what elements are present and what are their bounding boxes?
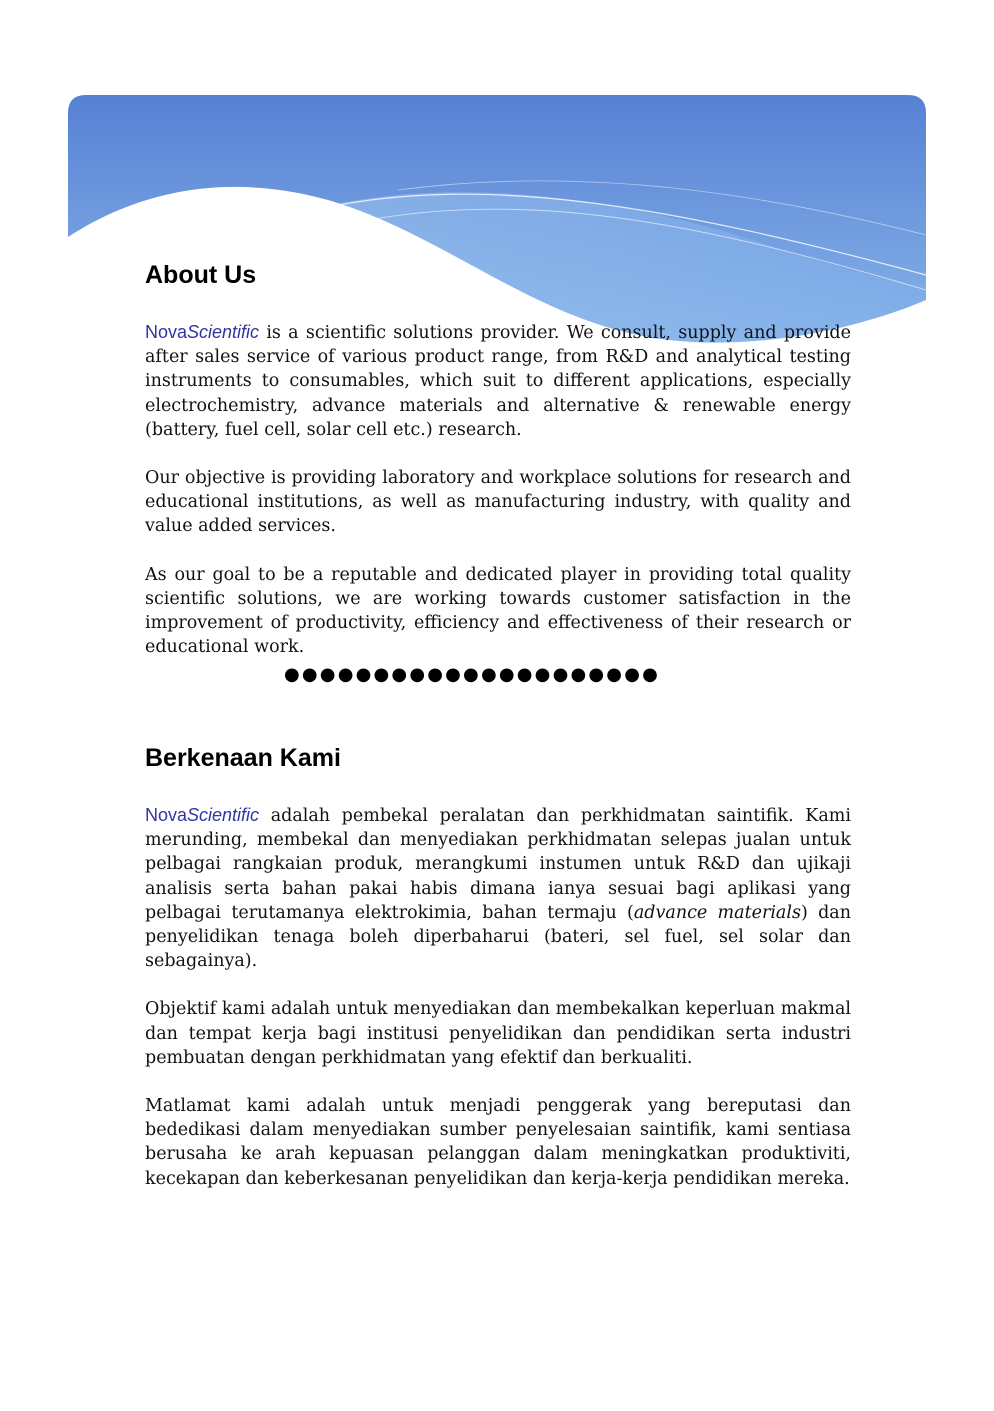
- brand-prefix: Nova: [145, 322, 188, 342]
- berkenaan-paragraph-2: Objektif kami adalah untuk menyediakan dan membekalkan keperluan makmal dan tempat kerja bagi institusi penyelidikan dan pendidikan serta industri pembuatan dengan perkhidmatan yang efektif dan berkualiti.: [145, 999, 851, 1068]
- about-paragraph-2: Our objective is providing laboratory and workplace solutions for research and educational institutions, as well as manufacturing industry, with quality and value added services.: [145, 468, 851, 537]
- brand-italic: Scientific: [187, 322, 260, 342]
- brand-prefix: Nova: [145, 805, 188, 825]
- berkenaan-paragraph-3: Matlamat kami adalah untuk menjadi penggerak yang bereputasi dan bededikasi dalam menyediakan sumber penyelesaian saintifik, kami sentiasa berusaha ke arah kepuasan pelanggan dalam meningkatkan produktiviti, kecekapan dan keberkesanan penyelidikan dan kerja-kerja pendidikan mereka.: [145, 1096, 851, 1189]
- berkenaan-paragraph-1-text-a: adalah pembekal peralatan dan perkhidmatan saintifik. Kami merunding, membekal dan menyediakan perkhidmatan selepas jualan untuk pelbagai rangkaian produk, merangkumi instumen untuk R&D dan ujikaji analisis serta bahan pakai habis dimana ianya sesuai bagi aplikasi yang pelbagai terutamanya elektrokimia, bahan termaju (: [145, 806, 851, 923]
- brand-italic: Scientific: [187, 805, 260, 825]
- berkenaan-paragraph-1: [145, 803, 851, 973]
- berkenaan-kami-section: [145, 739, 851, 1215]
- berkenaan-kami-heading: Berkenaan Kami: [145, 744, 341, 772]
- about-us-heading: About Us: [145, 261, 257, 289]
- about-paragraph-1-text: is a scientific solutions provider. We consult, supply and provide after sales service of various product range, from R&D and analytical testing instruments to consumables, which suit to different applications, especially electrochemistry, advance materials and alternative & renewable energy (battery, fuel cell, solar cell etc.) research.: [145, 323, 851, 440]
- dotted-divider: ●●●●●●●●●●●●●●●●●●●●●: [284, 664, 661, 685]
- about-paragraph-1: [145, 320, 851, 442]
- brand-name: [145, 805, 259, 825]
- brand-name: [145, 322, 259, 342]
- about-paragraph-3: As our goal to be a reputable and dedicated player in providing total quality scientific solutions, we are working towards customer satisfaction in the improvement of productivity, efficiency and effectiveness of their research or educational work.: [145, 564, 851, 658]
- berkenaan-paragraph-1-text-b: ) dan penyelidikan tenaga boleh diperbaharui (bateri, sel fuel, sel solar dan sebagainya).: [145, 902, 851, 972]
- about-us-section: [145, 256, 851, 683]
- advance-materials-italic: advance materials: [633, 902, 801, 923]
